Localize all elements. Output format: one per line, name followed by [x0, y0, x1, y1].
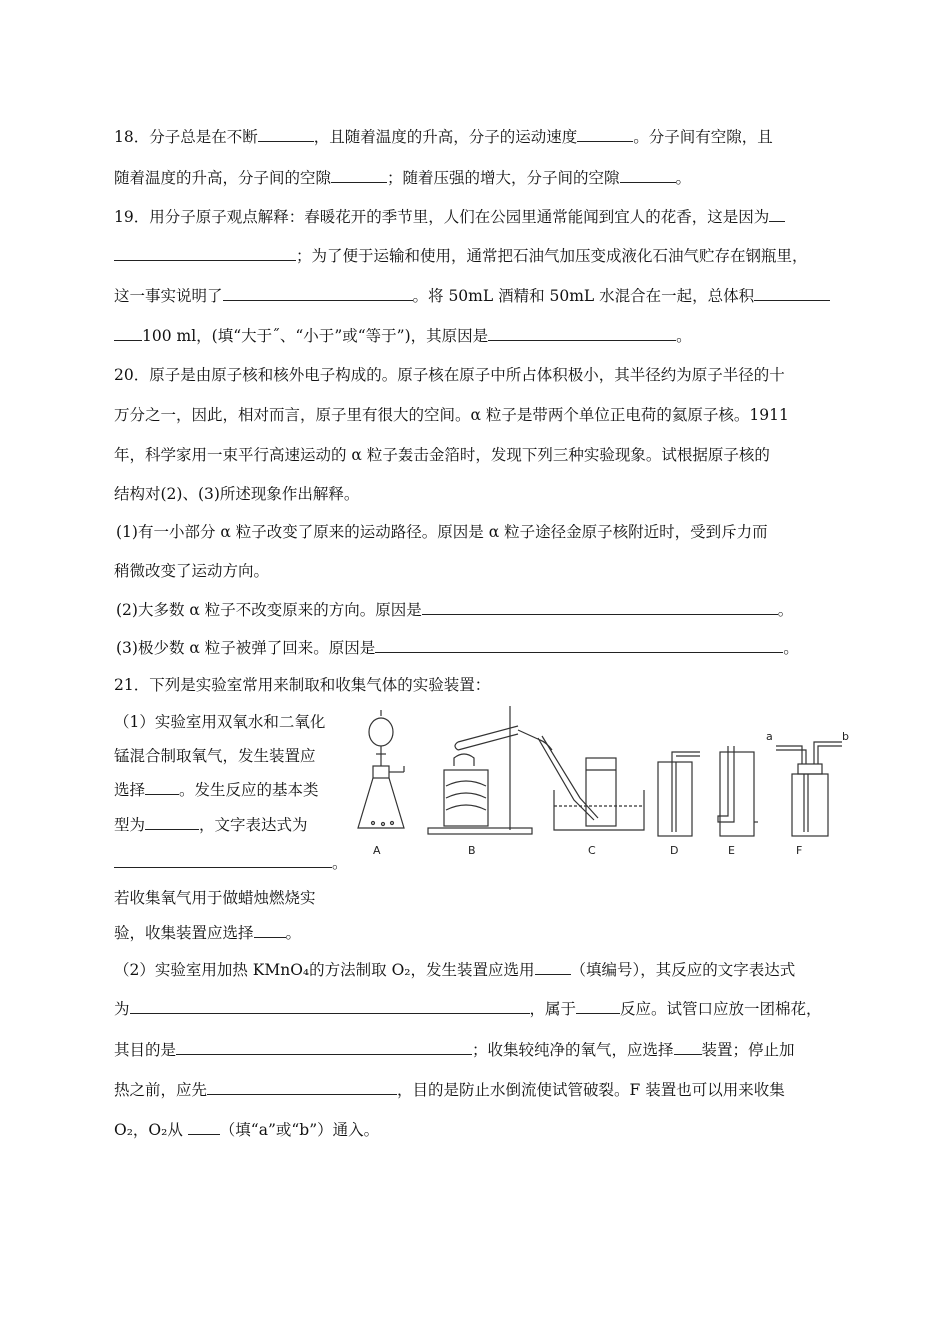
q18-text: ，且随着温度的升高，分子的运动速度 — [313, 128, 578, 146]
q20-item-3 — [116, 638, 799, 658]
apparatus-c-water-trough — [538, 736, 644, 830]
port-a-label: a — [766, 730, 773, 743]
q20-text: 。 — [777, 601, 794, 619]
answer-blank[interactable] — [576, 999, 620, 1014]
port-b-label: b — [842, 730, 849, 743]
q20-line-1: 20．原子是由原子核和核外电子构成的。原子核在原子中所占体积极小，其半径约为原子半径的十 — [114, 366, 785, 384]
q21-part1-line — [114, 923, 301, 943]
label-b: B — [468, 844, 476, 857]
answer-blank[interactable] — [176, 1040, 472, 1055]
answer-blank[interactable] — [145, 815, 199, 830]
label-a: A — [373, 844, 381, 857]
q21-text: ，文字表达式为 — [199, 816, 308, 834]
answer-blank[interactable] — [620, 168, 676, 183]
answer-blank[interactable] — [223, 286, 413, 301]
answer-blank[interactable] — [375, 638, 783, 653]
q21-text: 其目的是 — [114, 1041, 177, 1059]
q21-text: 。发生反应的基本类 — [179, 781, 319, 799]
q21-text: （2）实验室用加热 KMnO₄的方法制取 O₂，发生装置应选用 — [114, 961, 535, 979]
q20-item-1: (1)有一小部分 α 粒子改变了原来的运动路径。原因是 α 粒子途径金原子核附近时，受到斥力而 — [116, 523, 768, 541]
q19-text: 100 ml，(填“大于˝、“小于”或“等于”)，其原因是 — [142, 327, 489, 345]
q20-text: (3)极少数 α 粒子被弹了回来。原因是 — [116, 639, 376, 657]
q18-line-1 — [114, 127, 773, 147]
answer-blank[interactable] — [577, 127, 633, 142]
apparatus-a-flask — [358, 710, 404, 828]
q19-text: 19．用分子原子观点解释：春暖花开的季节里，人们在公园里通常能闻到宜人的花香，这是因为 — [114, 208, 770, 226]
answer-blank[interactable] — [331, 168, 387, 183]
answer-blank[interactable] — [114, 246, 296, 261]
q21-part1-line — [114, 815, 308, 835]
answer-blank[interactable] — [535, 960, 571, 975]
q21-part1-line: 锰混合制取氧气，发生装置应 — [114, 747, 316, 765]
q18-text: 。 — [675, 169, 692, 187]
q21-text: O₂，O₂从 — [114, 1121, 183, 1139]
q19-line-1 — [114, 207, 785, 227]
q19-text: ；为了便于运输和使用，通常把石油气加压变成液化石油气贮存在钢瓶里， — [296, 247, 808, 265]
answer-blank[interactable] — [130, 999, 530, 1014]
answer-blank[interactable] — [188, 1120, 220, 1135]
label-e: E — [728, 844, 735, 857]
q20-text: 。 — [783, 639, 799, 657]
answer-blank[interactable] — [674, 1040, 702, 1055]
q20-item-2 — [116, 600, 793, 620]
answer-blank[interactable] — [207, 1080, 397, 1095]
q20-text: (2)大多数 α 粒子不改变原来的方向。原因是 — [116, 601, 422, 619]
answer-blank[interactable] — [254, 923, 286, 938]
q21-text: 验，收集装置应选择 — [114, 924, 254, 942]
q21-part2-line — [114, 1080, 785, 1100]
apparatus-b-heating — [428, 706, 552, 834]
q18-text: 。分子间有空隙，且 — [633, 128, 773, 146]
q19-line-2 — [114, 246, 808, 266]
q21-text: 选择 — [114, 781, 146, 799]
q21-text: 热之前，应先 — [114, 1081, 208, 1099]
q21-text: 型为 — [114, 816, 146, 834]
apparatus-e-collection — [718, 746, 758, 836]
q21-part1-line: 若收集氧气用于做蜡烛燃烧实 — [114, 889, 316, 907]
q21-text: ；收集较纯净的氧气，应选择 — [472, 1041, 674, 1059]
q19-text: 。 — [676, 327, 692, 345]
q21-text: 装置；停止加 — [701, 1041, 795, 1059]
q21-part2-line — [114, 1040, 795, 1060]
q18-text: 随着温度的升高，分子间的空隙 — [114, 169, 332, 187]
q19-text: 。将 50mL 酒精和 50mL 水混合在一起，总体积 — [412, 287, 755, 305]
q21-part2-line — [114, 1120, 379, 1140]
answer-blank[interactable] — [145, 780, 179, 795]
q21-text: （填编号），其反应的文字表达式 — [570, 961, 796, 979]
q18-line-2 — [114, 168, 691, 188]
q20-line-3: 年，科学家用一束平行高速运动的 α 粒子轰击金箔时，发现下列三种实验现象。试根据原子核的 — [114, 446, 770, 464]
q21-text: ，属于 — [529, 1000, 577, 1018]
q19-line-3 — [114, 286, 830, 306]
q21-text: 为 — [114, 1000, 130, 1018]
apparatus-d-collection — [658, 752, 700, 836]
q20-item-1-cont: 稍微改变了运动方向。 — [114, 562, 270, 580]
q21-text: 反应。试管口应放一团棉花， — [620, 1000, 822, 1018]
q21-part1-line — [114, 780, 319, 800]
answer-blank[interactable] — [114, 326, 142, 341]
q20-line-2: 万分之一，因此，相对而言，原子里有很大的空间。α 粒子是带两个单位正电荷的氦原子核。1911 — [114, 406, 789, 424]
answer-blank[interactable] — [769, 207, 785, 222]
label-d: D — [670, 844, 679, 857]
lab-apparatus-figure — [373, 706, 852, 866]
q21-text: ，目的是防止水倒流使试管破裂。F 装置也可以用来收集 — [397, 1081, 785, 1099]
q21-text: 。 — [332, 854, 348, 872]
q21-text: 。 — [285, 924, 302, 942]
answer-blank[interactable] — [422, 600, 778, 615]
label-c: C — [588, 844, 596, 857]
q19-line-4 — [114, 326, 692, 346]
q21-part2-line — [114, 999, 822, 1019]
answer-blank[interactable] — [114, 853, 332, 868]
q20-line-4: 结构对(2)、(3)所述现象作出解释。 — [114, 485, 360, 503]
q18-text: 18．分子总是在不断 — [114, 128, 258, 146]
q19-text: 这一事实说明了 — [114, 287, 223, 305]
answer-blank[interactable] — [488, 326, 676, 341]
apparatus-f-bottle — [776, 742, 842, 836]
answer-blank[interactable] — [258, 127, 314, 142]
q18-text: ；随着压强的增大，分子间的空隙 — [387, 169, 620, 187]
q21-part1-line — [114, 853, 348, 873]
q21-part2-line — [114, 960, 795, 980]
q21-intro: 21．下列是实验室常用来制取和收集气体的实验装置： — [114, 676, 491, 694]
label-f: F — [796, 844, 803, 857]
q21-text: （填“a”或“b”）通入。 — [219, 1121, 380, 1139]
q21-part1-line: （1）实验室用双氧水和二氧化 — [114, 713, 326, 731]
answer-blank[interactable] — [754, 286, 830, 301]
